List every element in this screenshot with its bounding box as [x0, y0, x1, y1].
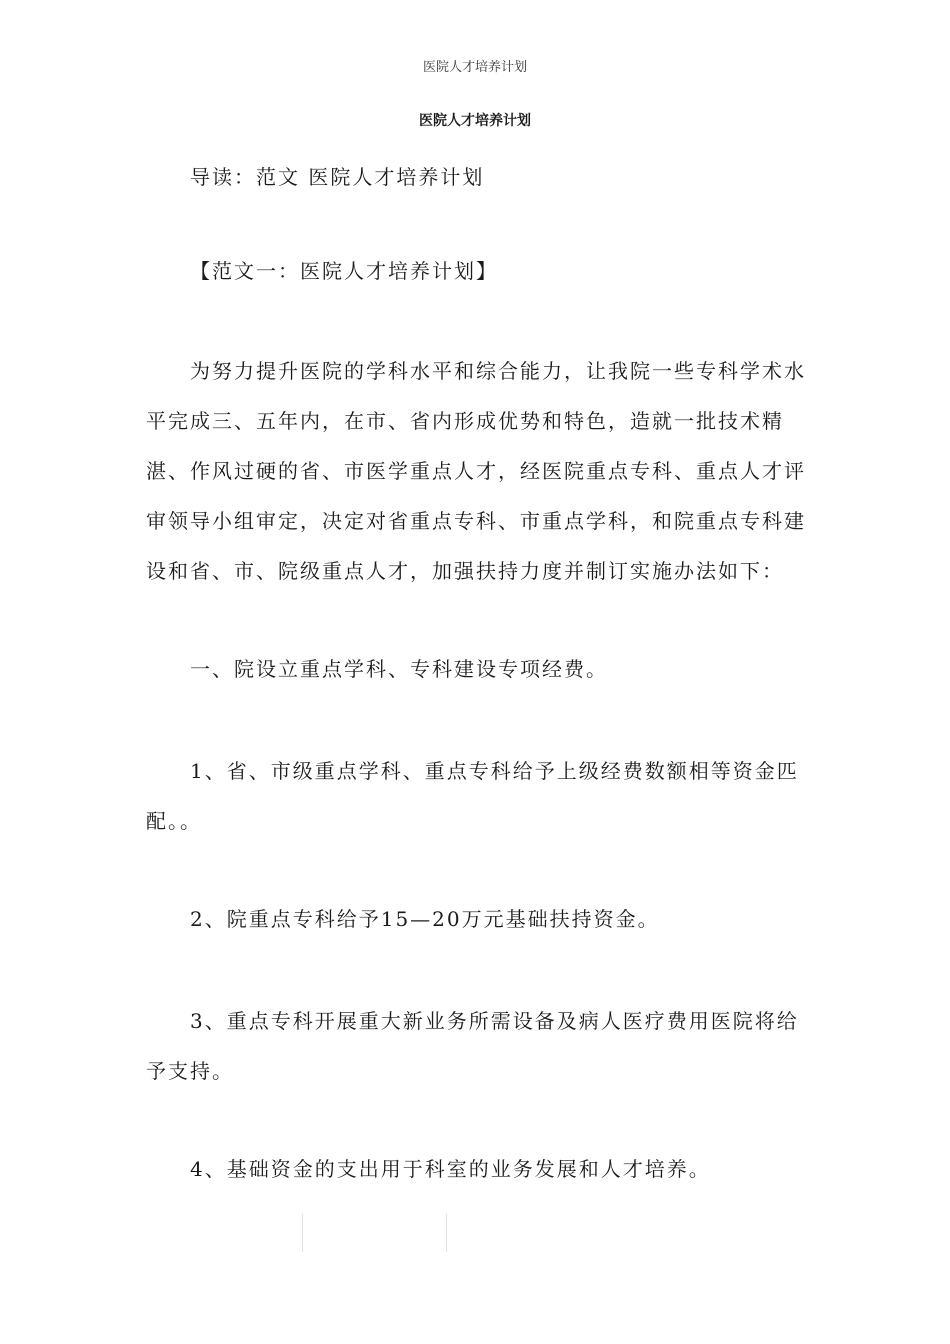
list-heading-one: 一、院设立重点学科、专科建设专项经费。: [190, 657, 608, 681]
list-item-2: 2、院重点专科给予15—20万元基础扶持资金。: [190, 907, 660, 931]
intro-paragraph: 为努力提升医院的学科水平和综合能力，让我院一些专科学术水平完成三、五年内，在市、省内形成优势和特色，造就一批技术精湛、作风过硬的省、市医学重点人才，经医院重点专科、重点人才评审领导小组审定，决定对省重点专科、市重点学科，和院重点专科建设和省、市、院级重点人才，加强扶持力度并制订实施办法如下：: [146, 359, 806, 583]
list-item-4: 4、基础资金的支出用于科室的业务发展和人才培养。: [190, 1157, 711, 1181]
lead-line: 导读：范文 医院人才培养计划: [190, 165, 485, 189]
document-title: 医院人才培养计划: [419, 113, 531, 129]
footer-divider-right: [446, 1214, 447, 1252]
section-heading: 【范文一：医院人才培养计划】: [190, 259, 498, 283]
list-item-1: 1、省、市级重点学科、重点专科给予上级经费数额相等资金匹配。。: [146, 759, 799, 833]
running-header: 医院人才培养计划: [422, 60, 527, 75]
footer-divider-left: [302, 1214, 303, 1252]
list-item-3: 3、重点专科开展重大新业务所需设备及病人医疗费用医院将给予支持。: [146, 1009, 799, 1083]
